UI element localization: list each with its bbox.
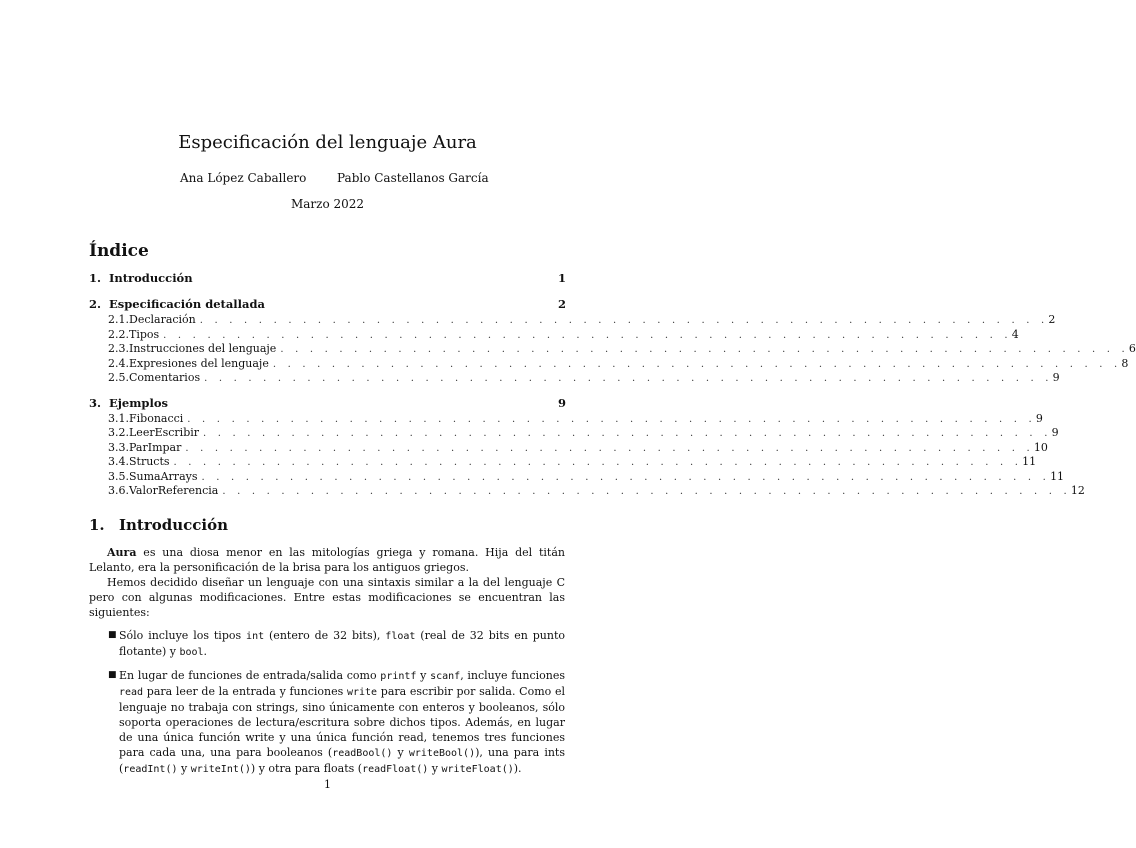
toc-leader-dots: . . . . . . . . . . . . . . . . . . . . . . . . . . . . . . . . . . . . . . . . . . . . . . . . . . . . . . . . . . bbox=[201, 471, 1051, 483]
toc-subsection-title: Structs bbox=[129, 455, 170, 468]
toc-section-title: Introducción bbox=[109, 271, 193, 285]
toc-leader-dots: . . . . . . . . . . . . . . . . . . . . . . . . . . . . . . . . . . . . . . . . . . . . . . . . . . . . . . . . . . bbox=[199, 315, 1049, 326]
toc-subsection-title: Tipos bbox=[129, 327, 160, 341]
toc-leader-dots: . . . . . . . . . . . . . . . . . . . . . . . . . . . . . . . . . . . . . . . . . . . . . . . . . . . . . . . . . . bbox=[185, 442, 1034, 454]
toc-subsection[interactable] bbox=[89, 440, 1048, 456]
section-title: Introducción bbox=[119, 516, 229, 534]
toc-leader-dots: . . . . . . . . . . . . . . . . . . . . . . . . . . . . . . . . . . . . . . . . . . . . . . . . . . . . . . . . . . bbox=[173, 457, 1023, 468]
section-number: 1. bbox=[89, 516, 105, 534]
toc-subsection[interactable] bbox=[89, 455, 1037, 470]
toc-page-number: 4 bbox=[1011, 327, 1019, 341]
toc-section[interactable] bbox=[89, 297, 566, 313]
toc-subsection-number: 2.3. bbox=[108, 342, 129, 355]
toc-page-number: 9 bbox=[1052, 371, 1060, 384]
toc-page-number: 9 bbox=[1051, 426, 1059, 439]
toc-page-number: 2 bbox=[1048, 313, 1056, 326]
toc-subsection[interactable] bbox=[89, 484, 1085, 499]
toc-subsection-number: 2.4. bbox=[108, 356, 129, 370]
toc-subsection-title: SumaArrays bbox=[129, 469, 198, 483]
toc-leader-dots: . . . . . . . . . . . . . . . . . . . . . . . . . . . . . . . . . . . . . . . . . . . . . . . . . . . . . . . . . . bbox=[280, 344, 1129, 355]
toc-subsection-title: Comentarios bbox=[129, 371, 201, 384]
toc-page-number: 11 bbox=[1022, 455, 1037, 468]
toc-subsection-number: 2.1. bbox=[108, 313, 129, 326]
toc-leader-dots: . . . . . . . . . . . . . . . . . . . . . . . . . . . . . . . . . . . . . . . . . . . . . . . . . . . . . . . . . . bbox=[187, 413, 1036, 425]
toc-page-number: 1 bbox=[557, 271, 566, 285]
author-name: Pablo Castellanos García bbox=[337, 171, 489, 185]
toc-subsection-title: LeerEscribir bbox=[129, 426, 200, 439]
toc-section[interactable] bbox=[89, 396, 566, 412]
list-item: ■ En lugar de funciones de entrada/salida como printf y scanf, incluye funciones read para leer de la entrada y funciones write para escribir por salida. Como el lenguaje no trabaja con strings, sino únicamente con enteros y booleanos, sólo soporta operaciones de lectura/escritura sobre dichos tipos. Además, en lugar de una única función write y una única función read, tenemos tres funciones para cada una, una para booleanos (readBool() y writeBool()), una para ints (readInt() y writeInt()) y otra para floats (readFloat() y writeFloat()). bbox=[108, 669, 565, 775]
toc-subsection[interactable] bbox=[89, 356, 1129, 372]
author-name: Ana López Caballero bbox=[180, 171, 307, 185]
toc-section[interactable] bbox=[89, 271, 566, 287]
table-of-contents bbox=[89, 271, 1136, 499]
toc-heading: Índice bbox=[89, 241, 149, 261]
toc-page-number: 10 bbox=[1033, 440, 1048, 454]
toc-leader-dots: . . . . . . . . . . . . . . . . . . . . . . . . . . . . . . . . . . . . . . . . . . . . . . . . . . . . . . . . . . bbox=[272, 358, 1122, 370]
toc-page-number: 8 bbox=[1121, 356, 1129, 370]
document-date: Marzo 2022 bbox=[290, 197, 365, 211]
bold-term: Aura bbox=[107, 546, 137, 559]
section-body bbox=[89, 545, 565, 785]
toc-page-number: 9 bbox=[557, 395, 566, 410]
toc-subsection-number: 2.5. bbox=[108, 371, 129, 384]
page-number: 1 bbox=[324, 778, 331, 791]
toc-subsection-title: Expresiones del lenguaje bbox=[129, 356, 269, 370]
toc-page-number: 9 bbox=[1035, 411, 1043, 425]
toc-subsection[interactable] bbox=[89, 411, 1043, 427]
toc-subsection-number: 3.2. bbox=[108, 426, 129, 439]
toc-subsection-title: ValorReferencia bbox=[129, 484, 219, 497]
toc-page-number: 11 bbox=[1050, 469, 1065, 483]
list-item: ■ Sólo incluye los tipos int (entero de 32 bits), float (real de 32 bits en punto flotante) y bool. bbox=[108, 629, 565, 658]
toc-subsection-title: Instrucciones del lenguaje bbox=[129, 342, 277, 355]
toc-section-number: 1. bbox=[89, 271, 102, 285]
toc-section-title: Especificación detallada bbox=[109, 297, 265, 311]
authors bbox=[0, 171, 655, 187]
bullet-icon: ■ bbox=[108, 630, 117, 640]
toc-subsection-number: 3.5. bbox=[108, 469, 129, 483]
toc-leader-dots: . . . . . . . . . . . . . . . . . . . . . . . . . . . . . . . . . . . . . . . . . . . . . . . . . . . . . . . . . . bbox=[222, 486, 1071, 497]
toc-section-title: Ejemplos bbox=[109, 395, 168, 410]
paragraph: Aura es una diosa menor en las mitologías griega y romana. Hija del titán Lelanto, era la personificación de la brisa para los antiguos griegos. bbox=[89, 546, 565, 574]
toc-subsection-number: 3.1. bbox=[108, 411, 129, 425]
toc-subsection[interactable] bbox=[89, 327, 1019, 343]
toc-page-number: 2 bbox=[557, 297, 566, 311]
toc-subsection[interactable] bbox=[89, 469, 1065, 485]
toc-subsection-title: ParImpar bbox=[129, 440, 182, 454]
section-heading bbox=[89, 516, 228, 534]
toc-section-number: 2. bbox=[89, 297, 102, 311]
toc-subsection-number: 3.3. bbox=[108, 440, 129, 454]
toc-page-number: 6 bbox=[1128, 342, 1136, 355]
toc-page-number: 12 bbox=[1070, 484, 1085, 497]
paragraph: Hemos decidido diseñar un lenguaje con una sintaxis similar a la del lenguaje C pero con algunas modificaciones. Entre estas modificaciones se encuentran las siguientes: bbox=[89, 576, 565, 619]
toc-subsection[interactable] bbox=[89, 342, 1136, 357]
toc-subsection-number: 3.4. bbox=[108, 455, 129, 468]
toc-subsection[interactable] bbox=[89, 371, 1060, 386]
toc-section-number: 3. bbox=[89, 395, 102, 410]
document-title: Especificación del lenguaje Aura bbox=[178, 132, 477, 153]
bullet-icon: ■ bbox=[108, 670, 117, 680]
toc-subsection[interactable] bbox=[89, 313, 1056, 328]
toc-subsection-number: 2.2. bbox=[108, 327, 129, 341]
toc-leader-dots: . . . . . . . . . . . . . . . . . . . . . . . . . . . . . . . . . . . . . . . . . . . . . . . . . . . . . . . . . . bbox=[203, 428, 1052, 439]
toc-subsection[interactable] bbox=[89, 426, 1059, 441]
toc-subsection-title: Declaración bbox=[129, 313, 196, 326]
toc-leader-dots: . . . . . . . . . . . . . . . . . . . . . . . . . . . . . . . . . . . . . . . . . . . . . . . . . . . . . . . . . . bbox=[163, 329, 1012, 341]
bullet-list bbox=[89, 628, 565, 777]
toc-subsection-number: 3.6. bbox=[108, 484, 129, 497]
toc-leader-dots: . . . . . . . . . . . . . . . . . . . . . . . . . . . . . . . . . . . . . . . . . . . . . . . . . . . . . . . . . . bbox=[204, 373, 1053, 384]
toc-subsection-title: Fibonacci bbox=[129, 411, 184, 425]
